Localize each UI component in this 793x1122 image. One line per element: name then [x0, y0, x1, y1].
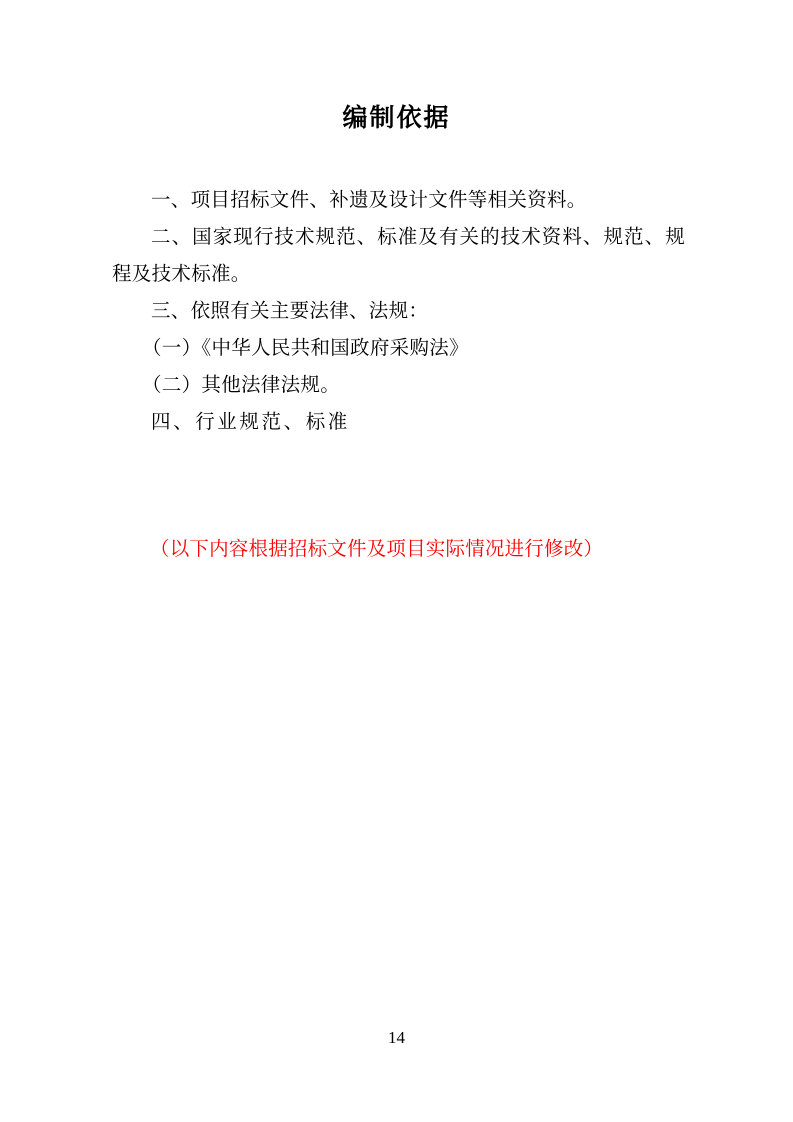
editorial-note: （以下内容根据招标文件及项目实际情况进行修改）: [150, 539, 604, 560]
paragraph-4: （一）《中华人民共和国政府采购法》: [142, 338, 469, 359]
page-number: 14: [388, 1028, 405, 1047]
paragraph-5: （二）其他法律法规。: [142, 375, 341, 396]
paragraph-3: 三、依照有关主要法律、法规：: [151, 301, 429, 322]
document-body: [0, 182, 793, 441]
page-title: 编制依据: [342, 103, 451, 132]
paragraph-6: 四、行业规范、标准: [151, 412, 350, 433]
paragraph-1: 一、项目招标文件、补遗及设计文件等相关资料。: [151, 190, 587, 211]
editorial-note-block: [0, 533, 793, 567]
paragraph-2: 二、国家现行技术规范、标准及有关的技术资料、规范、规程及技术标准。: [112, 227, 685, 285]
